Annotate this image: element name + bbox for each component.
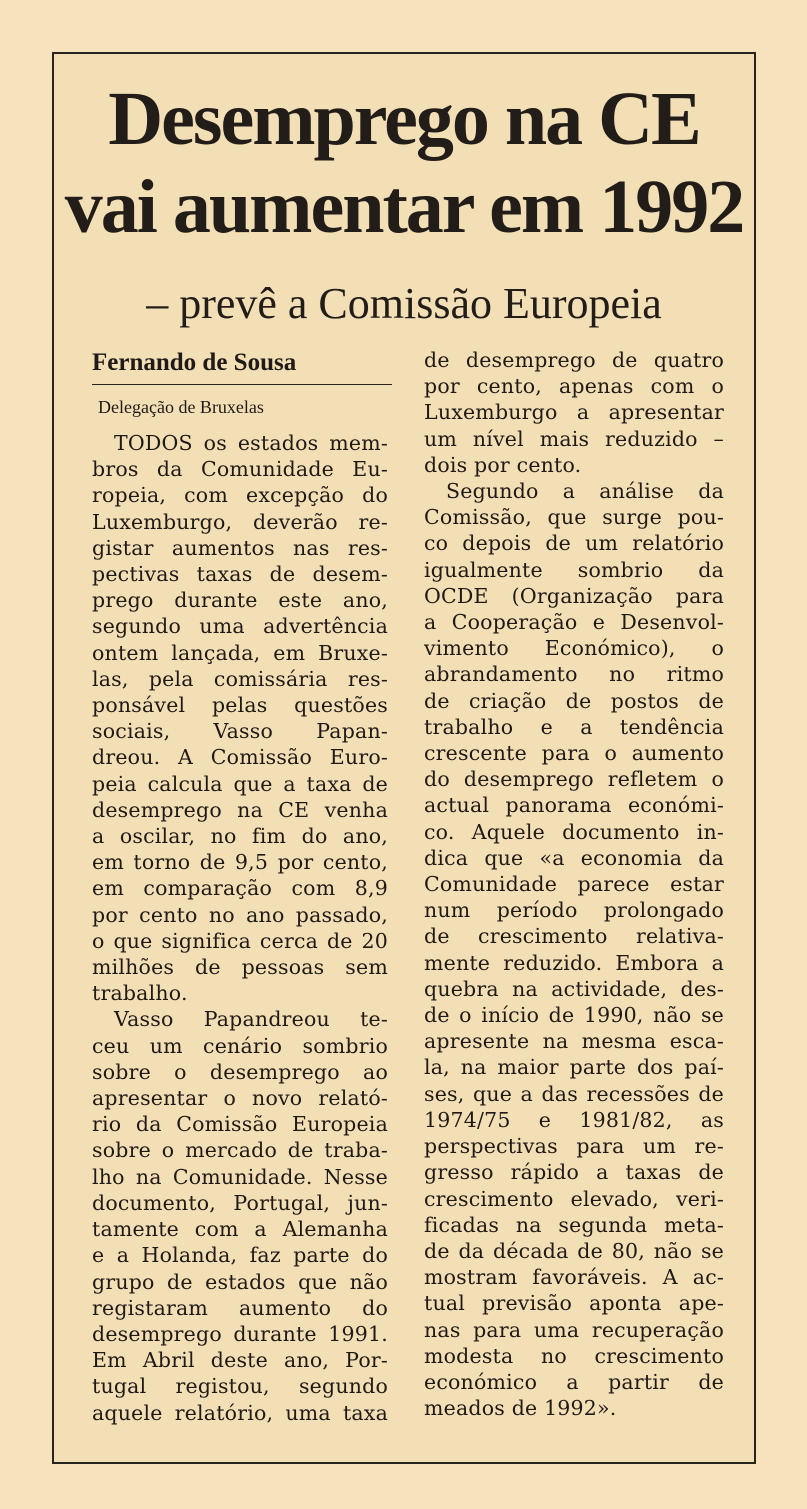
article-text-line: o que significa cerca de 20 bbox=[92, 928, 388, 953]
article-text-line: trabalho. bbox=[92, 981, 188, 1006]
article-text-line: pectivas taxas de desem- bbox=[92, 562, 388, 587]
article-text-line: tual previsão aponta ape- bbox=[424, 1291, 724, 1316]
article-text-line: dica que «a economia da bbox=[424, 845, 724, 870]
article-text-line: tamente com a Alemanha bbox=[92, 1217, 388, 1242]
article-text-line: Luxemburgo, deverão re- bbox=[92, 509, 388, 534]
article-text-line: ceu um cenário sombrio bbox=[92, 1033, 388, 1058]
article-text-line: ficadas na segunda meta- bbox=[424, 1212, 724, 1237]
article-text-line: um nível mais reduzido – bbox=[424, 426, 724, 451]
article-text-line: modesta no crescimento bbox=[424, 1343, 724, 1368]
article-text-line: crescente para o aumento bbox=[424, 741, 724, 766]
article-text-line: vimento Económico), o bbox=[424, 636, 724, 661]
article-text-line: sobre o mercado de traba- bbox=[92, 1138, 388, 1163]
article-text-line: mente reduzido. Embora a bbox=[424, 950, 724, 975]
headline-line-2: vai aumentar em 1992 bbox=[64, 165, 744, 249]
article-text-line: Luxemburgo a apresentar bbox=[424, 400, 724, 425]
article-text-line: ropeia, com excepção do bbox=[92, 483, 388, 508]
article-text-line: documento, Portugal, jun- bbox=[92, 1190, 388, 1215]
article-text-line: quebra na actividade, des- bbox=[424, 976, 724, 1001]
article-text-line: Comunidade parece estar bbox=[424, 872, 724, 897]
article-text-line: a oscilar, no fim do ano, bbox=[92, 824, 388, 849]
article-text-line: económico a partir de bbox=[424, 1369, 724, 1394]
article-text-line: las, pela comissária res- bbox=[92, 666, 388, 691]
article-text-line: do desemprego refletem o bbox=[424, 767, 724, 792]
article-text-line: Segundo a análise da bbox=[446, 479, 724, 504]
article-text-line: grupo de estados que não bbox=[92, 1269, 388, 1294]
article-text-line: ontem lançada, em Bruxe- bbox=[92, 640, 388, 665]
article-text-line: Em Abril deste ano, Por- bbox=[92, 1348, 388, 1373]
article-text-line: 1974/75 e 1981/82, as bbox=[424, 1107, 724, 1132]
article-text-line: Vasso Papandreou te- bbox=[114, 1007, 388, 1032]
author-byline: Fernando de Sousa bbox=[92, 346, 392, 385]
article-text-line: trabalho e a tendência bbox=[424, 714, 724, 739]
article-text-line: TODOS os estados mem- bbox=[114, 431, 388, 455]
article-text-line: lho na Comunidade. Nesse bbox=[92, 1164, 388, 1189]
article-text-line: em torno de 9,5 por cento, bbox=[92, 850, 388, 875]
article-text-line: ponsável pelas questões bbox=[92, 693, 388, 718]
article-text-line: Comissão, que surge pou- bbox=[424, 505, 724, 530]
article-text-line: num período prolongado bbox=[424, 898, 724, 923]
article-text-line: desemprego na CE venha bbox=[92, 797, 388, 822]
article-text-line: OCDE (Organização para bbox=[424, 583, 724, 608]
article-text-line: crescimento elevado, veri- bbox=[424, 1186, 724, 1211]
article-text-line: gistar aumentos nas res- bbox=[92, 535, 388, 560]
article-text-line: registaram aumento do bbox=[92, 1295, 388, 1320]
article-text-line: la, na maior parte dos paí- bbox=[424, 1055, 724, 1080]
article-text-line: apresentar o novo relató- bbox=[92, 1086, 388, 1111]
article-text-line: igualmente sombrio da bbox=[424, 557, 724, 582]
article-text-line: por cento no ano passado, bbox=[92, 902, 388, 927]
article-text-line: desemprego durante 1991. bbox=[92, 1321, 388, 1346]
headline-line-1: Desemprego na CE bbox=[108, 77, 700, 161]
article-text-line: sociais, Vasso Papan- bbox=[92, 719, 388, 744]
article-text-line: meados de 1992». bbox=[424, 1396, 617, 1421]
article-text-line: rio da Comissão Europeia bbox=[92, 1112, 388, 1137]
article-text-line: nas para uma recuperação bbox=[424, 1317, 724, 1342]
article-text-line: a Cooperação e Desenvol- bbox=[424, 610, 724, 635]
article-column-right bbox=[424, 347, 724, 1421]
article-text-line: tugal registou, segundo bbox=[92, 1374, 388, 1399]
subtitle: – prevê a Comissão Europeia bbox=[146, 279, 662, 328]
article-text-line: abrandamento no ritmo bbox=[424, 662, 724, 687]
article-text-line: de crescimento relativa- bbox=[424, 924, 724, 949]
article-text-line: mostram favoráveis. A ac- bbox=[424, 1265, 724, 1290]
article-text-line: milhões de pessoas sem bbox=[92, 955, 388, 980]
article-text-line: de o início de 1990, não se bbox=[424, 1003, 724, 1028]
article-text-line: de da década de 80, não se bbox=[424, 1238, 724, 1263]
article-text-line: de desemprego de quatro bbox=[424, 348, 724, 372]
article-text-line: sobre o desemprego ao bbox=[92, 1059, 388, 1084]
article-text-line: ses, que a das recessões de bbox=[424, 1081, 724, 1106]
article-text-line: e a Holanda, faz parte do bbox=[92, 1243, 388, 1268]
article-text-line: perspectivas para um re- bbox=[424, 1134, 724, 1159]
article-text-line: gresso rápido a taxas de bbox=[424, 1160, 724, 1185]
article-text-line: dois por cento. bbox=[424, 452, 582, 477]
article-text-line: aquele relatório, uma taxa bbox=[92, 1400, 388, 1425]
article-text-line: co depois de um relatório bbox=[424, 531, 724, 556]
article-text-line: por cento, apenas com o bbox=[424, 374, 724, 399]
dateline: Delegação de Bruxelas bbox=[98, 397, 264, 417]
article-text-line: co. Aquele documento in- bbox=[424, 819, 724, 844]
article-text-line: bros da Comunidade Eu- bbox=[92, 457, 388, 482]
article-text-line: actual panorama económi- bbox=[424, 793, 724, 818]
article-text-line: segundo uma advertência bbox=[92, 614, 388, 639]
article-text-line: de criação de postos de bbox=[424, 688, 724, 713]
article-text-line: peia calcula que a taxa de bbox=[92, 771, 388, 796]
article-text-line: dreou. A Comissão Euro- bbox=[92, 745, 388, 770]
newspaper-clipping bbox=[52, 52, 756, 1464]
article-text-line: apresente na mesma esca- bbox=[424, 1029, 724, 1054]
article-text-line: em comparação com 8,9 bbox=[92, 876, 388, 901]
article-column-left bbox=[92, 430, 388, 1426]
article-text-line: prego durante este ano, bbox=[92, 588, 388, 613]
